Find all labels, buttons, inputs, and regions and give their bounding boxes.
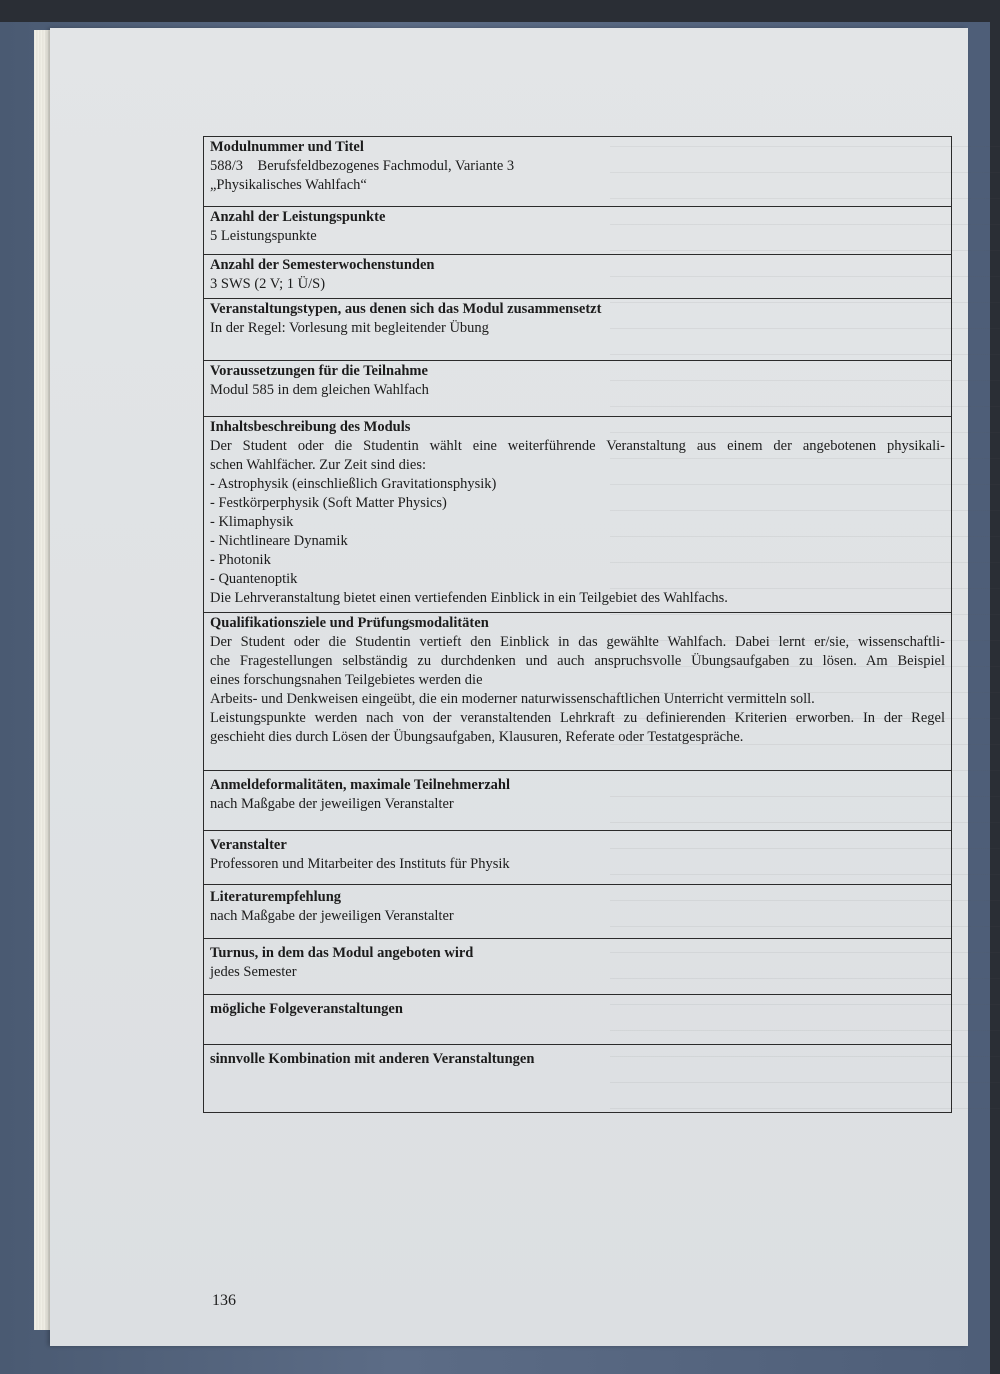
page-number: 136 (212, 1292, 236, 1309)
section-line: schen Wahlfächer. Zur Zeit sind dies: (210, 457, 426, 473)
list-item: - Photonik (210, 552, 271, 568)
section-line: jedes Semester (210, 964, 297, 980)
section-line: In der Regel: Vorlesung mit begleitender Übung (210, 320, 489, 336)
section-line: „Physikalisches Wahlfach“ (210, 177, 367, 193)
section-registration (204, 771, 952, 831)
section-follow-up (204, 995, 952, 1045)
section-title: sinnvolle Kombination mit anderen Veranstaltungen (210, 1051, 535, 1067)
section-line: nach Maßgabe der jeweiligen Veranstalter (210, 908, 454, 924)
section-line: nach Maßgabe der jeweiligen Veranstalter (210, 796, 454, 812)
section-line: Der Student oder die Studentin vertieft den Einblick in das gewählte Wahlfach. Dabei lernt er/sie, wissenschaftli- (210, 634, 945, 650)
section-title: Anzahl der Leistungspunkte (210, 209, 386, 225)
list-item: - Astrophysik (einschließlich Gravitationsphysik) (210, 476, 497, 492)
section-title: Qualifikationsziele und Prüfungsmodalitäten (210, 615, 489, 631)
section-line: Leistungspunkte werden nach von der veranstaltenden Lehrkraft zu definierenden Kriterien erworben. In der Regel (210, 710, 945, 726)
section-title: Veranstaltungstypen, aus denen sich das Modul zusammensetzt (210, 301, 602, 317)
section-line: che Fragestellungen selbständig zu durchdenken und auch anspruchsvolle Übungsaufgaben zu lösen. Am Beispiel (210, 653, 945, 669)
section-content-description (204, 417, 952, 613)
section-literature (204, 885, 952, 939)
section-line: Professoren und Mitarbeiter des Instituts für Physik (210, 856, 510, 872)
section-course-types (204, 299, 952, 361)
section-title: Anzahl der Semesterwochenstunden (210, 257, 435, 273)
section-line: 5 Leistungspunkte (210, 228, 317, 244)
section-combinations (204, 1045, 952, 1113)
section-line: geschieht dies durch Lösen der Übungsaufgaben, Klausuren, Referate oder Testatgespräche. (210, 729, 744, 745)
section-turnus (204, 939, 952, 995)
section-organizers (204, 831, 952, 885)
section-semester-hours (204, 255, 952, 299)
section-qualification-goals (204, 613, 952, 771)
list-item: - Nichtlineare Dynamik (210, 533, 348, 549)
section-prerequisites (204, 361, 952, 417)
list-item: - Quantenoptik (210, 571, 298, 587)
section-credit-points (204, 207, 952, 255)
section-title: Turnus, in dem das Modul angeboten wird (210, 945, 474, 961)
section-title: mögliche Folgeveranstaltungen (210, 1001, 403, 1017)
section-line: 588/3 Berufsfeldbezogenes Fachmodul, Variante 3 (210, 158, 515, 174)
section-line: Der Student oder die Studentin wählt eine weiterführende Veranstaltung aus einem der angebotenen physikali- (210, 438, 945, 454)
list-item: - Festkörperphysik (Soft Matter Physics) (210, 495, 447, 511)
section-line: Modul 585 in dem gleichen Wahlfach (210, 382, 429, 398)
section-line: eines forschungsnahen Teilgebietes werden die (210, 672, 483, 688)
module-table (203, 136, 952, 1113)
section-line: Die Lehrveranstaltung bietet einen vertiefenden Einblick in ein Teilgebiet des Wahlfachs. (210, 590, 728, 606)
list-item: - Klimaphysik (210, 514, 294, 530)
section-title: Inhaltsbeschreibung des Moduls (210, 419, 411, 435)
section-title: Literaturempfehlung (210, 889, 342, 905)
section-line: Arbeits- und Denkweisen eingeübt, die ein moderner naturwissenschaftlichen Unterricht vermitteln soll. (210, 691, 815, 707)
section-module-number (204, 137, 952, 207)
section-line: 3 SWS (2 V; 1 Ü/S) (210, 276, 326, 292)
section-title: Veranstalter (210, 837, 287, 853)
section-title: Anmeldeformalitäten, maximale Teilnehmerzahl (210, 777, 511, 793)
section-title: Modulnummer und Titel (210, 139, 364, 155)
section-title: Voraussetzungen für die Teilnahme (210, 363, 428, 379)
